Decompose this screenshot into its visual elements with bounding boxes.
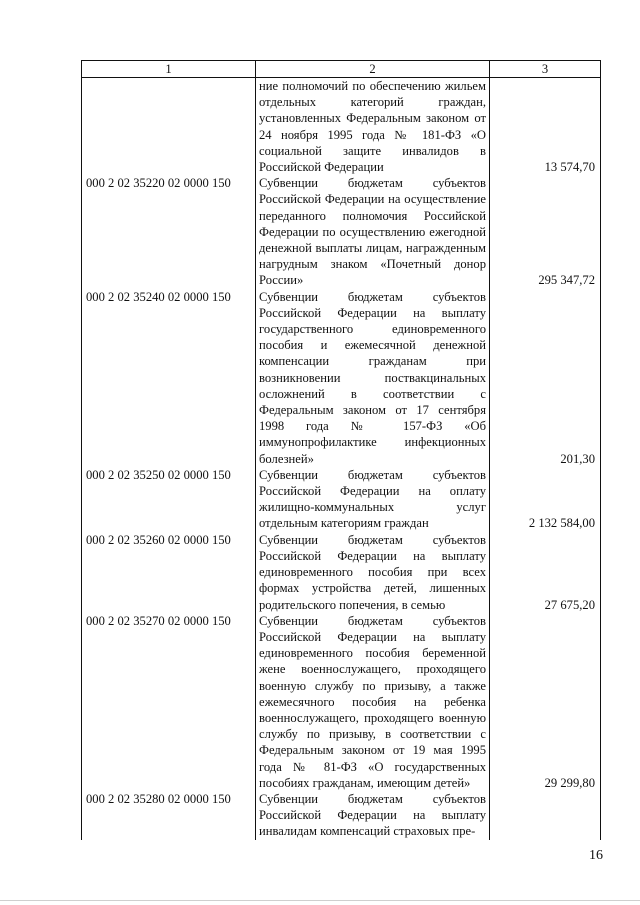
budget-code: 000 2 02 35240 02 0000 150 [82,289,256,467]
table-row [82,613,601,791]
row-amount-cell [490,532,601,613]
row-amount: 27 675,20 [544,597,595,612]
row-description: Субвенции бюджетам субъектов Российской Федерации на оплату жилищно-коммунальных услуг отдельным категориям граждан [256,467,490,532]
table-row [82,791,601,840]
budget-code: 000 2 02 35220 02 0000 150 [82,175,256,288]
row-amount: 13 574,70 [544,160,595,175]
row-description: Субвенции бюджетам субъектов Российской Федерации на выплату государственного единовременного пособия и ежемесячной денежной компенсации гражданам при возникновении поствакцинальных осложнений в соответствии с Федеральным законом от 17 сентября 1998 года № 157-ФЗ «Об иммунопрофилактике инфекционных болезней» [256,289,490,467]
row-amount: 201,30 [560,451,595,466]
budget-code [82,78,256,176]
budget-code: 000 2 02 35280 02 0000 150 [82,791,256,840]
table-row [82,78,601,176]
budget-table [81,60,601,840]
budget-code: 000 2 02 35270 02 0000 150 [82,613,256,791]
row-description: Субвенции бюджетам субъектов Российской Федерации на выплату инвалидам компенсаций страховых пре- [256,791,490,840]
row-amount: 2 132 584,00 [528,516,595,531]
row-description: Субвенции бюджетам субъектов Российской Федерации на осуществление переданного полномочия Российской Федерации по осуществлению ежегодной денежной выплаты лицам, награжденным нагрудным знаком «Почетный донор России» [256,175,490,288]
row-amount-cell [490,78,601,176]
column-header-code: 1 [82,61,256,78]
budget-code: 000 2 02 35260 02 0000 150 [82,532,256,613]
page-number: 16 [589,848,603,863]
row-description: Субвенции бюджетам субъектов Российской Федерации на выплату единовременного пособия при всех формах устройства детей, лишенных родительского попечения, в семью [256,532,490,613]
row-amount: 29 299,80 [544,775,595,790]
table-row [82,289,601,467]
table-header-row [82,61,601,78]
row-amount-cell [490,791,601,840]
budget-code: 000 2 02 35250 02 0000 150 [82,467,256,532]
row-description: ние полномочий по обеспечению жильем отдельных категорий граждан, установленных Федеральным законом от 24 ноября 1995 года № 181-ФЗ «О социальной защите инвалидов в Российской Федерации [256,78,490,176]
row-description: Субвенции бюджетам субъектов Российской Федерации на выплату единовременного пособия беременной жене военнослужащего, проходящего военную службу по призыву, а также ежемесячного пособия на ребенка военнослужащего, проходящего военную службу по призыву, в соответствии с Федеральным законом от 19 мая 1995 года № 81-ФЗ «О государственных пособиях гражданам, имеющим детей» [256,613,490,791]
row-amount-cell [490,467,601,532]
table-row [82,467,601,532]
row-amount: 295 347,72 [538,273,595,288]
table-row [82,175,601,288]
row-amount-cell [490,289,601,467]
table-row [82,532,601,613]
row-amount-cell [490,175,601,288]
column-header-name: 2 [256,61,490,78]
bottom-divider [0,900,640,901]
row-amount-cell [490,613,601,791]
column-header-amount: 3 [490,61,601,78]
